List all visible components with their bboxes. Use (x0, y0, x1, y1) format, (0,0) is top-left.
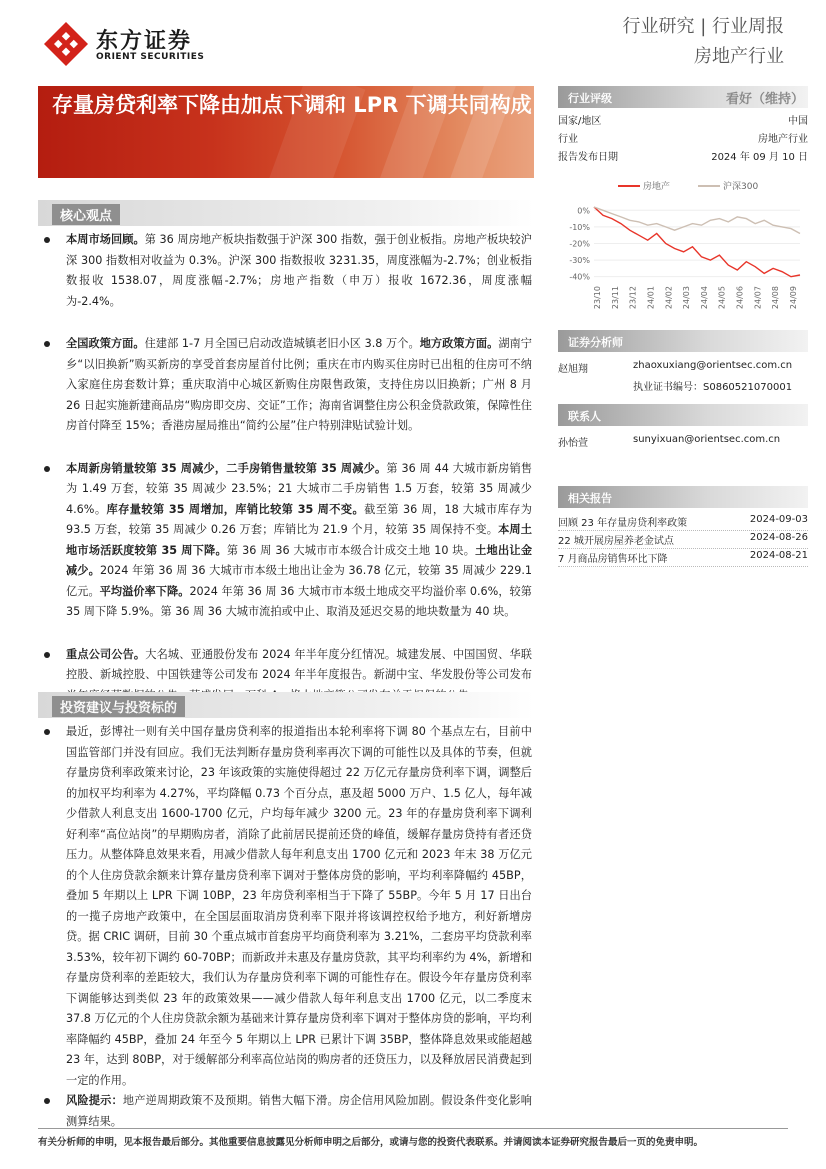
analyst-header: 证券分析师 (558, 330, 808, 352)
x-tick-label: 24/06 (735, 286, 745, 310)
y-tick-label: -20% (569, 239, 590, 249)
legend-label: 房地产 (643, 182, 671, 192)
series-line (594, 207, 800, 234)
report-type: 行业研究 | 行业周报 (622, 16, 784, 37)
bullet-icon (44, 466, 50, 472)
company-name-cn: 东方证券 (96, 29, 193, 54)
rating-row: 行业 房地产行业 (558, 134, 808, 145)
company-logo (38, 20, 218, 68)
footer-disclaimer: 有关分析师的申明，见本报告最后部分。其他重要信息披露见分析师申明之后部分，或请与您的投资代表联系。并请阅读本证券研究报告最后一页的免责申明。 (38, 1128, 788, 1148)
rating-value: 看好（维持） (725, 92, 804, 107)
company-name-en: ORIENT SECURITIES (96, 52, 205, 62)
title-banner (38, 86, 534, 178)
x-tick-label: 23/12 (628, 286, 638, 310)
y-tick-label: -10% (569, 222, 590, 232)
rating-label: 行业评级 (568, 92, 612, 105)
bullet-icon (44, 1098, 50, 1104)
y-tick-label: 0% (577, 206, 590, 216)
core-point: 本周新房销量较第 35 周减少，二手房销售量较第 35 周减少。第 36 周 44 大城市新房销售为 1.49 万套，较第 35 周减少 23.5%；21 大城市二手房销售 1.5 万套，较第 35 周减少 4.6%。库存量较第 35 周增加，库销比较第 35 周不变。截至第 36 周，18 大城市库存为 93.5 万套，较第 35 周减少 0.26 万套；库销比为 21.9 个月，较第 35 周保持不变。本周土地市场活跃度较第 35 周下降。第 36 周 36 大城市市本级合计成交土地 10 块。土地出让金减少。2024 年第 36 周 36 大城市市本级土地出让金为 36.78 亿元，较第 35 周减少 229.1 亿元。平均溢价率下降。2024 年第 36 周 36 大城市市本级土地成交平均溢价率 0.6%，较第 35 周下降 5.9%。第 36 周 36 大城市流拍或中止、取消及延迟交易的地块数量为 40 块。 (42, 459, 532, 623)
contact-row (558, 434, 808, 450)
industry-name: 房地产行业 (694, 46, 784, 67)
legend-label: 沪深300 (723, 182, 759, 192)
section-invest-header (38, 692, 534, 718)
rating-panel (558, 86, 808, 166)
core-point: 重点公司公告。大名城、亚通股份发布 2024 年半年度分红情况。城建发展、中国国贸、华联控股、新城控股、中国铁建等公司发布 2024 年半年度报告。新湖中宝、华发股份等公司发布 (42, 645, 532, 707)
contact-panel (558, 404, 808, 454)
rating-row: 报告发布日期 2024 年 09 月 10 日 (558, 152, 808, 163)
x-tick-label: 23/10 (593, 286, 602, 310)
related-report-item[interactable]: 7 月商品房销售环比下降 2024-08-21 (558, 550, 808, 565)
rating-row: 国家/地区 中国 (558, 116, 808, 127)
invest-point: 风险提示：地产逆周期政策不及预期。销售大幅下滑。房企信用风险加剧。假设条件变化影响测算结果。 (42, 1091, 532, 1132)
related-header: 相关报告 (558, 486, 808, 508)
x-tick-label: 24/08 (771, 286, 781, 310)
bullet-icon (44, 237, 50, 243)
series-line (594, 207, 800, 277)
analyst-cert-row (558, 378, 808, 394)
analyst-row (558, 360, 808, 376)
x-tick-label: 23/11 (610, 286, 620, 310)
section-core-header (38, 200, 534, 226)
report-type-block (622, 12, 784, 72)
related-report-item[interactable]: 22 城开展房屋养老金试点 2024-08-26 (558, 532, 808, 547)
contact-header: 联系人 (558, 404, 808, 426)
x-tick-label: 24/03 (682, 286, 692, 310)
x-tick-label: 24/07 (753, 286, 763, 310)
bullet-icon (44, 341, 50, 347)
core-point: 本周市场回顾。第 36 周房地产板块指数强于沪深 300 指数，强于创业板指。房地产板块较沪深 300 指数相对收益为 0.3%。沪深 300 指数报收 3231.35，周度涨幅为-2.7%；创业板指数报收 1538.07，周度涨幅-2.7%；房地产指数（申万）报收 1672.36，周度涨幅为-2.4%。 (42, 230, 532, 312)
rating-header (558, 86, 808, 108)
x-tick-label: 24/01 (646, 286, 656, 310)
invest-points (42, 722, 532, 1132)
core-points (42, 230, 532, 706)
contact-name: 孙怡萱 (558, 438, 588, 449)
x-tick-label: 24/05 (717, 286, 727, 310)
x-tick-label: 24/02 (664, 286, 674, 310)
analyst-panel (558, 330, 808, 393)
analyst-name: 赵旭翔 (558, 364, 588, 375)
y-tick-label: -40% (569, 272, 590, 282)
price-chart (558, 176, 808, 316)
section-core-title: 核心观点 (52, 204, 120, 225)
section-invest-title: 投资建议与投资标的 (52, 696, 185, 717)
analyst-cert: 执业证书编号：S0860521070001 (633, 382, 793, 393)
related-report-item[interactable]: 回顾 23 年存量房贷利率政策 2024-09-03 (558, 514, 808, 529)
bullet-icon (44, 652, 50, 658)
orient-logo-icon (42, 20, 90, 68)
invest-point: 最近，彭博社一则有关中国存量房贷利率的报道指出本轮利率将下调 80 个基点左右，目前中国监管部门并没有回应。我们无法判断存量房贷利率再次下调的可能性以及具体的节奏，但就存量房贷利率政策来讨论，23 年该政策的实施使得超过 22 万亿元存量房贷利率下调，调整后的加权平均利率为 4.27%，平均降幅 0.73 个百分点，惠及超 5000 万户、1.5 亿人，每年减少借款人利息支出 1600-1700 亿元，户均每年减少 3200 元。23 年的存量房贷利率下调利好利率“高位站岗”的早期购房者，消除了此前居民提前还贷的峰值，缓解存量房贷持有者还贷压力。从整体降息效果来看，用减少借款人每年利息支出 1700 亿元和 2023 年末 38 万亿元的个人住房贷款余额来计算存量房贷利率下调对于整体房贷的影响，平均利率降幅约 45BP，叠加 5 年期以上 LPR 下调 10BP，23 年房贷利率相当于下降了 55BP。今年 5 月 17 日出台的一揽子房地产政策中，在全国层面取消房贷利率下限并将该调控权给予地方，利好新增房贷。据 CRIC 调研，目前 30 个重点城市首套房平均商贷利率为 3.21%，二套房平均贷款利率 3.53%，较年初下调约 60-70BP；而新政并未惠及存量房贷款，其平均利率约为 4%，新增和存量房贷利率的差距较大，我们认为存量房贷利率下调的可能性存在。假设今年存量房贷利率下调能够达到类似 23 年的政策效果——减少借款人每年利息支出 1700 亿元，以二季度末 37.8 万亿元的个人住房贷款余额为基础来计算存量房贷利率下调对于整体房贷的影响，平均利率降幅约 45BP，叠加 24 年至今 5 年期以上 LPR 已累计下调 35BP，整体降息效果或能超越 23 年，达到 80BP，对于缓解部分利率高位站岗的购房者的还贷压力，以及释放居民消费起到一定的作用。 (42, 722, 532, 1091)
x-tick-label: 24/09 (789, 286, 798, 310)
y-tick-label: -30% (569, 256, 590, 266)
core-point: 全国政策方面。住建部 1-7 月全国已启动改造城镇老旧小区 3.8 万个。地方政策方面。湖南宁乡“以旧换新”购买新房的享受首套房屋首付比例；重庆在市内购买住房时已出租的住房可不纳入家庭住房套数计算；重庆取消中心城区新购住房限售政策，支持住房以旧换新；广州 8 月 26 日起实施新建商品房“购房即交房、交证”工作；海南省调整住房公积金贷款政策，保障性住房首付降至 15%；香港房屋局推出“简约公屋”住户特别津贴试验计划。 (42, 334, 532, 437)
price-chart-svg (558, 176, 808, 316)
report-title: 存量房贷利率下降由加点下调和 LPR 下调共同构成 (52, 93, 532, 117)
contact-email[interactable]: sunyixuan@orientsec.com.cn (633, 434, 781, 445)
related-panel (558, 486, 808, 566)
bullet-icon (44, 729, 50, 735)
analyst-email[interactable]: zhaoxuxiang@orientsec.com.cn (633, 360, 793, 371)
x-tick-label: 24/04 (699, 286, 709, 310)
